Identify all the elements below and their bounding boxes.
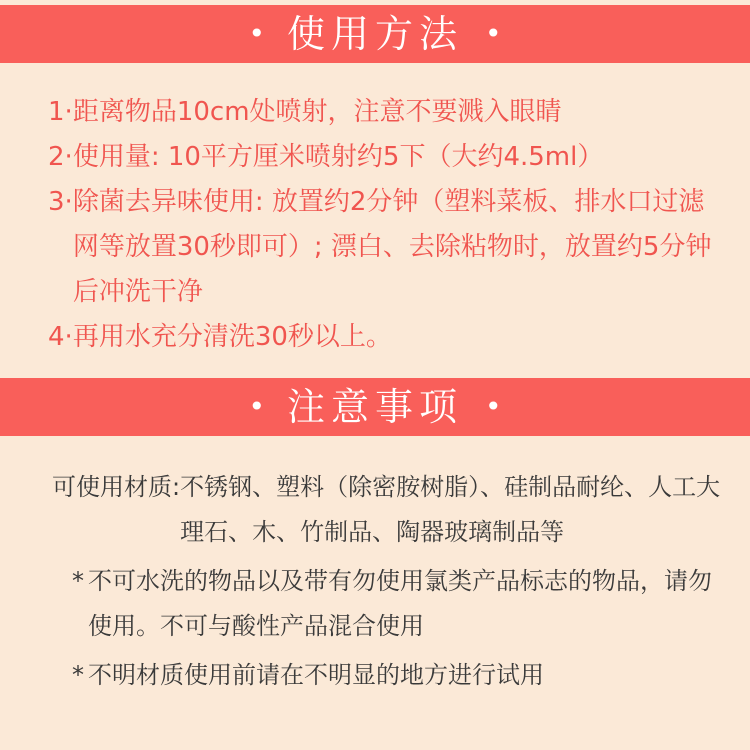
asterisk-icon: * [72, 567, 84, 595]
step-number: 2· [48, 142, 73, 172]
warning-item [72, 559, 732, 649]
step-text: 除菌去异味使用: 放置约2分钟（塑料菜板、排水口过滤网等放置30秒即可）; 漂白、去除粘物时，放置约5分钟后冲洗干净 [72, 187, 712, 307]
banner-dot-right: • [485, 17, 502, 50]
step-item [48, 135, 728, 180]
step-item [48, 315, 728, 360]
warning-text: 不可水洗的物品以及带有勿使用氯类产品标志的物品，请勿使用。不可与酸性产品混合使用 [88, 567, 712, 640]
step-text: 再用水充分清洗30秒以上。 [72, 322, 392, 352]
banner-dot-left: • [248, 390, 265, 423]
step-item [48, 90, 728, 135]
step-number: 4· [48, 322, 73, 352]
usage-title: 使用方法 [286, 12, 463, 56]
material-label: 可使用材质: [52, 473, 181, 501]
banner-dot-left: • [248, 17, 265, 50]
step-text: 距离物品10cm处喷射，注意不要溅入眼睛 [72, 97, 562, 127]
notes-banner [0, 378, 750, 436]
warning-item [72, 653, 732, 698]
step-number: 3· [48, 187, 73, 217]
warning-text: 不明材质使用前请在不明显的地方进行试用 [88, 661, 544, 689]
usage-banner [0, 5, 750, 63]
notes-title: 注意事项 [286, 385, 463, 429]
step-number: 1· [48, 97, 73, 127]
notes-section [52, 465, 732, 698]
material-row [52, 465, 732, 555]
banner-dot-right: • [485, 390, 502, 423]
step-text: 使用量: 10平方厘米喷射约5下（大约4.5ml） [72, 142, 604, 172]
step-item [48, 180, 728, 315]
usage-steps [48, 90, 728, 360]
material-value: 不锈钢、塑料（除密胺树脂）、硅制品耐纶、人工大理石、木、竹制品、陶器玻璃制品等 [180, 473, 721, 546]
asterisk-icon: * [72, 661, 84, 689]
